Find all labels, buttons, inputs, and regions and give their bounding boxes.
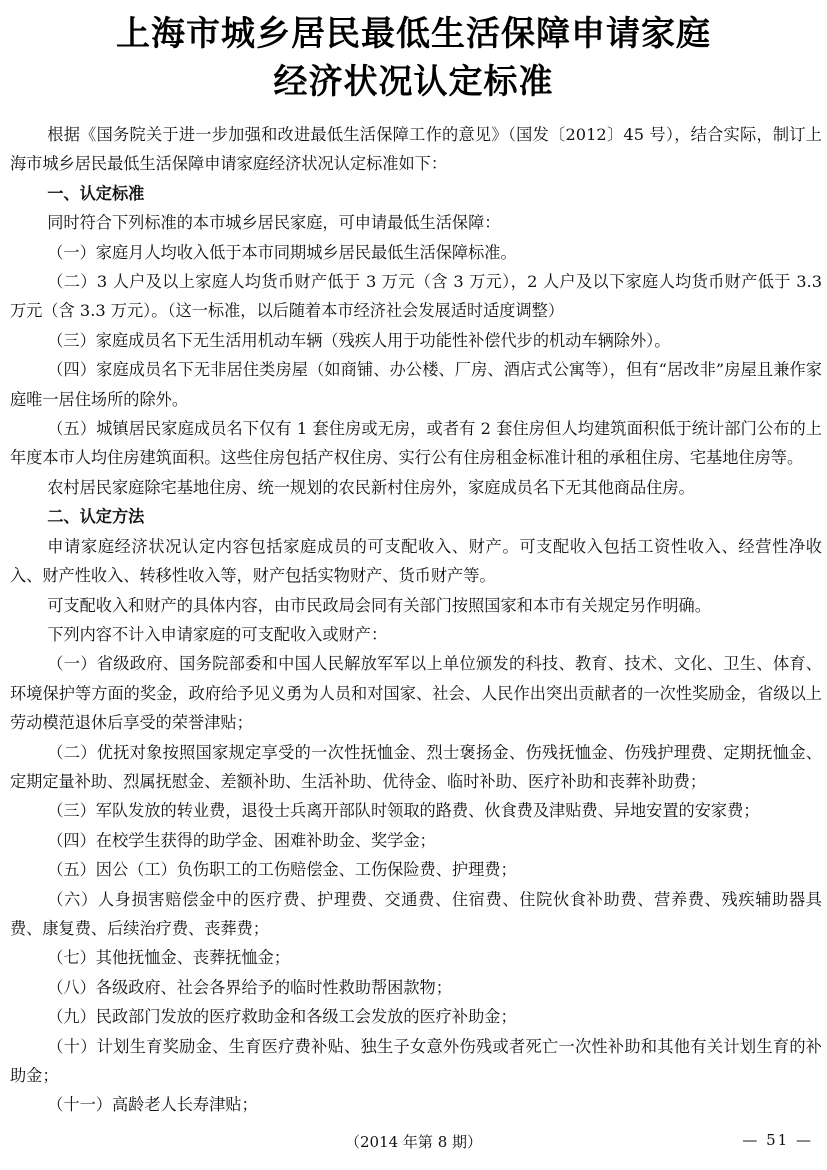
paragraph: （十）计划生育奖励金、生育医疗费补贴、独生子女意外伤残或者死亡一次性补助和其他有关计划生育的补助金；	[10, 1036, 822, 1085]
issue-label: （2014 年第 8 期）	[344, 1133, 483, 1151]
paragraph: 农村居民家庭除宅基地住房、统一规划的农民新村住房外，家庭成员名下无其他商品住房。	[47, 477, 695, 497]
document-body	[10, 120, 822, 1120]
paragraph: （七）其他抚恤金、丧葬抚恤金；	[47, 948, 291, 968]
paragraph: （三）家庭成员名下无生活用机动车辆（残疾人用于功能性补偿代步的机动车辆除外）。	[47, 330, 671, 350]
paragraph: （二）优抚对象按照国家规定享受的一次性抚恤金、烈士褒扬金、伤残抚恤金、伤残护理费、定期抚恤金、定期定量补助、烈属抚慰金、差额补助、生活补助、优待金、临时补助、医疗补助和丧葬补助费；	[10, 742, 822, 791]
document-title-line1: 上海市城乡居民最低生活保障申请家庭	[116, 14, 711, 54]
paragraph: （五）因公（工）负伤职工的工伤赔偿金、工伤保险费、护理费；	[47, 860, 517, 880]
paragraph: （一）省级政府、国务院部委和中国人民解放军军以上单位颁发的科技、教育、技术、文化、卫生、体育、环境保护等方面的奖金，政府给予见义勇为人员和对国家、社会、人民作出突出贡献者的一次性奖励金，省级以上劳动模范退休后享受的荣誉津贴；	[10, 654, 822, 733]
page-number: — 51 —	[742, 1131, 813, 1149]
section-heading: 一、认定标准	[47, 183, 145, 203]
paragraph: （二）3 人户及以上家庭人均货币财产低于 3 万元（含 3 万元），2 人户及以下家庭人均货币财产低于 3.3 万元（含 3.3 万元）。（这一标准，以后随着本市经济社会发展适时适度调整）	[10, 272, 822, 321]
paragraph: 同时符合下列标准的本市城乡居民家庭，可申请最低生活保障：	[47, 213, 501, 233]
paragraph: （三）军队发放的转业费，退役士兵离开部队时领取的路费、伙食费及津贴费、异地安置的安家费；	[47, 801, 760, 821]
paragraph: （八）各级政府、社会各界给予的临时性救助帮困款物；	[47, 977, 452, 997]
section-heading: 二、认定方法	[47, 507, 145, 527]
paragraph: （四）在校学生获得的助学金、困难补助金、奖学金；	[47, 830, 436, 850]
paragraph: 下列内容不计入申请家庭的可支配收入或财产：	[47, 624, 388, 644]
paragraph: （十一）高龄老人长寿津贴；	[47, 1095, 258, 1115]
paragraph: （六）人身损害赔偿金中的医疗费、护理费、交通费、住宿费、住院伙食补助费、营养费、残疾辅助器具费、康复费、后续治疗费、丧葬费；	[10, 889, 822, 938]
paragraph: 根据《国务院关于进一步加强和改进最低生活保障工作的意见》（国发〔2012〕45 号），结合实际，制订上海市城乡居民最低生活保障申请家庭经济状况认定标准如下：	[10, 125, 822, 174]
paragraph: （一）家庭月人均收入低于本市同期城乡居民最低生活保障标准。	[47, 242, 517, 262]
paragraph: 可支配收入和财产的具体内容，由市民政局会同有关部门按照国家和本市有关规定另作明确。	[47, 595, 711, 615]
paragraph: （四）家庭成员名下无非居住类房屋（如商铺、办公楼、厂房、酒店式公寓等），但有“居改非”房屋且兼作家庭唯一居住场所的除外。	[10, 360, 822, 409]
paragraph: 申请家庭经济状况认定内容包括家庭成员的可支配收入、财产。可支配收入包括工资性收入、经营性净收入、财产性收入、转移性收入等，财产包括实物财产、货币财产等。	[10, 536, 822, 586]
paragraph: （九）民政部门发放的医疗救助金和各级工会发放的医疗补助金；	[47, 1007, 517, 1027]
paragraph: （五）城镇居民家庭成员名下仅有 1 套住房或无房，或者有 2 套住房但人均建筑面积低于统计部门公布的上年度本市人均住房建筑面积。这些住房包括产权住房、实行公有住房租金标准计租的承租住房、宅基地住房等。	[10, 419, 822, 468]
document-title-line2: 经济状况认定标准	[273, 62, 554, 102]
